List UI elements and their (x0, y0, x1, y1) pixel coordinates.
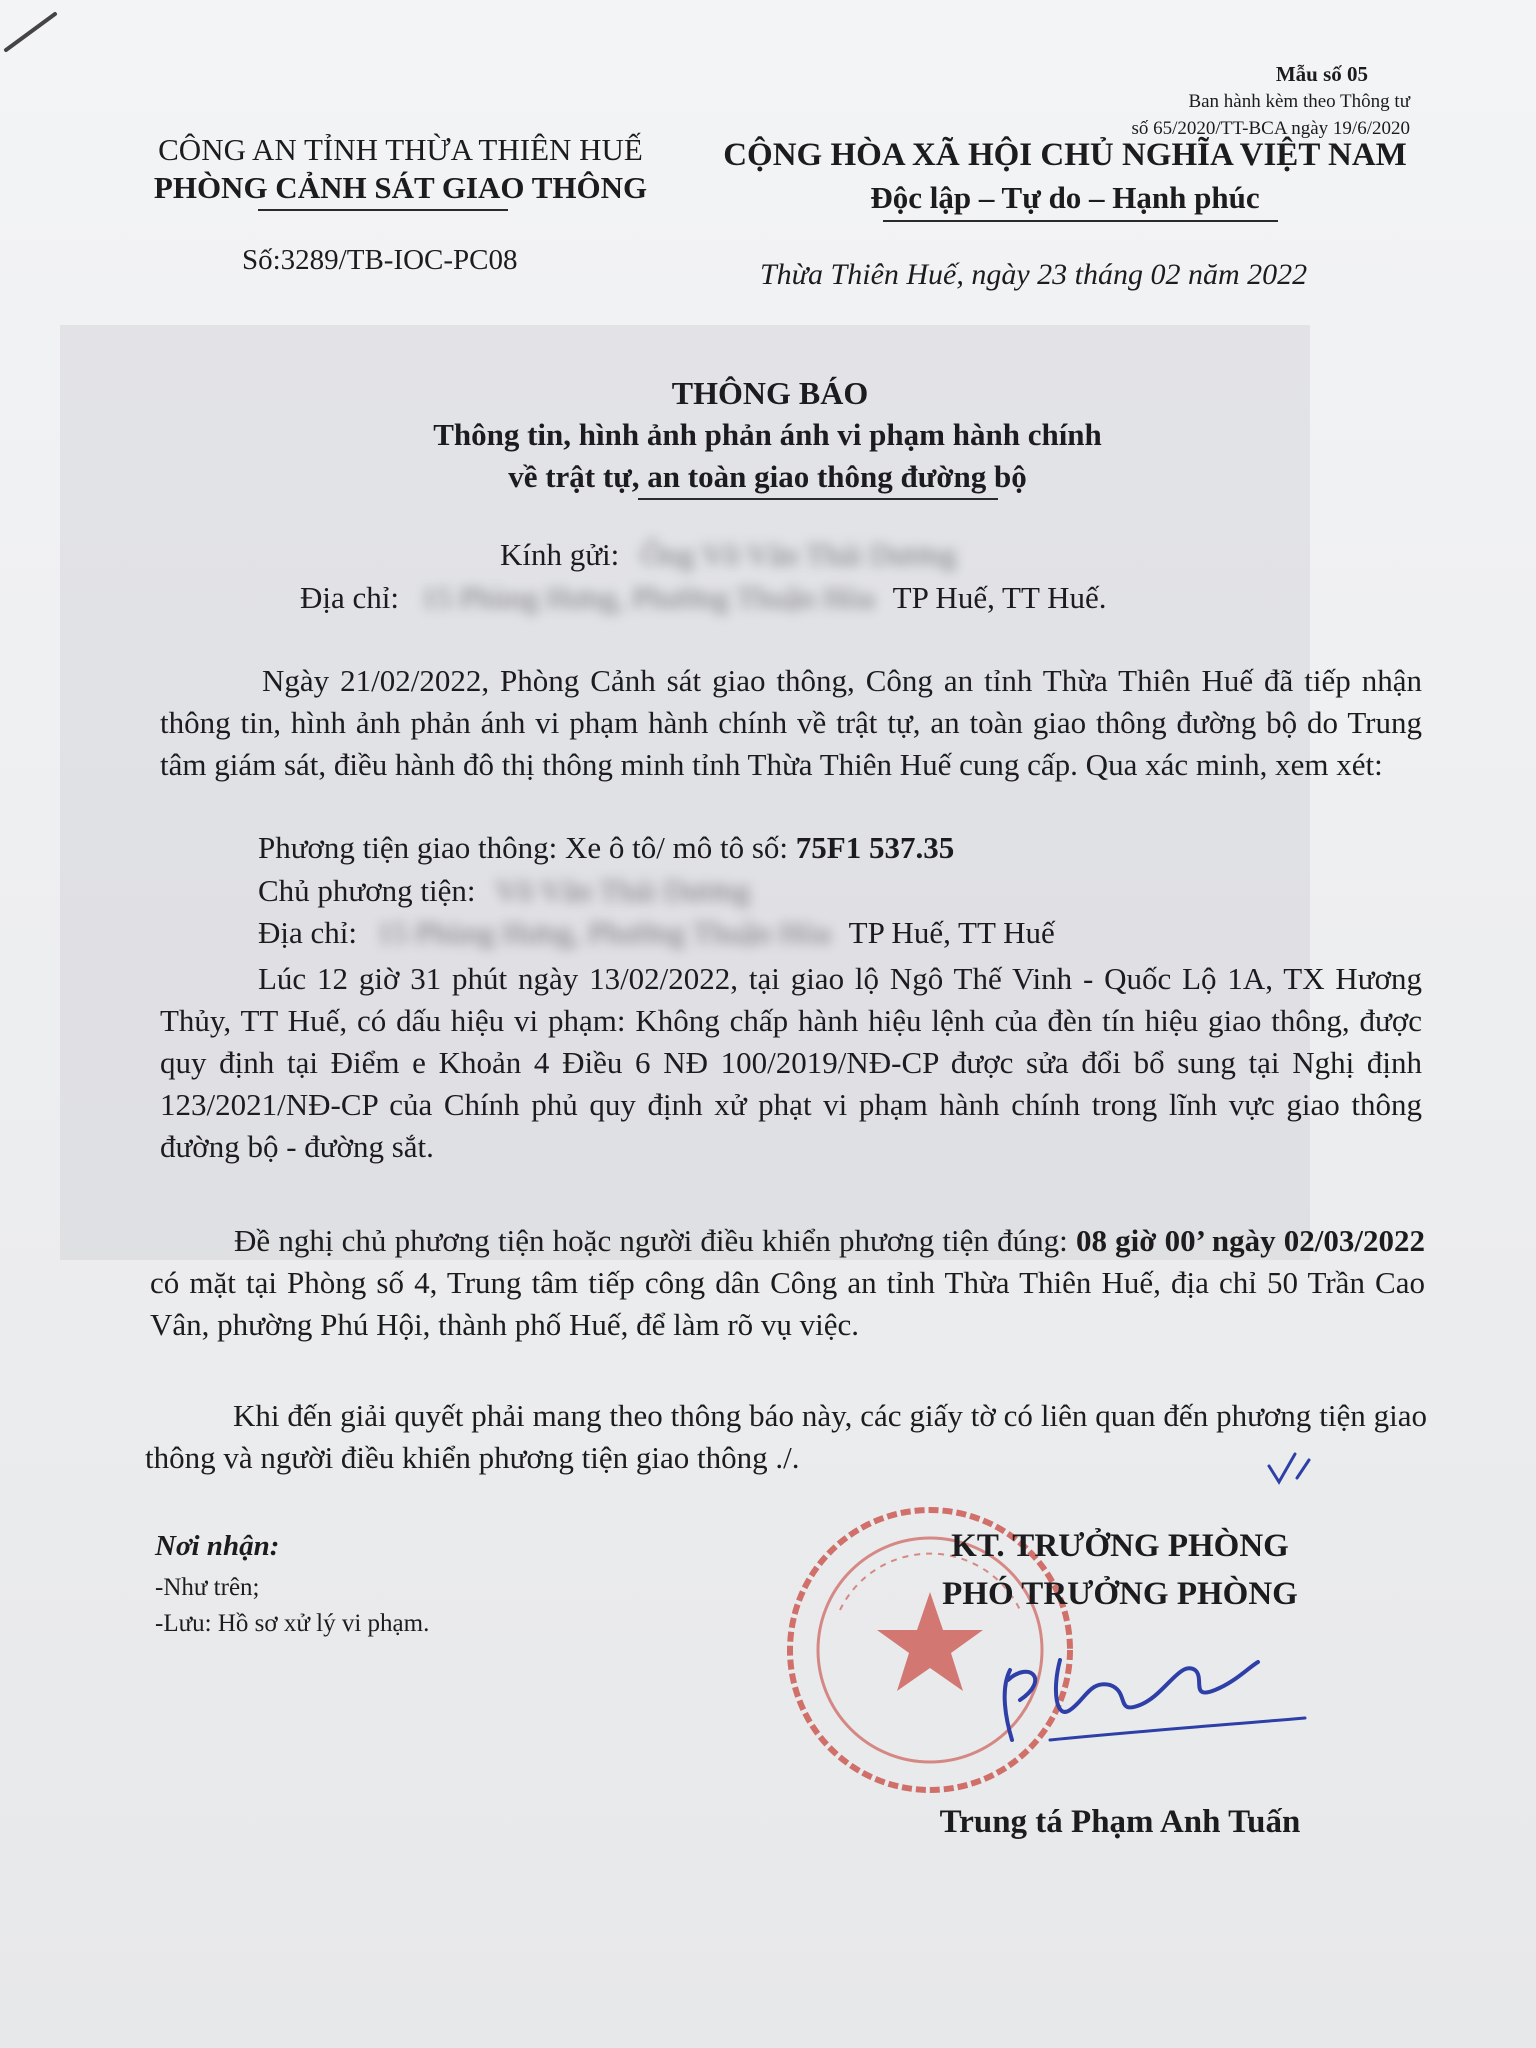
agency-underline (258, 209, 508, 211)
motto-underline (883, 220, 1278, 222)
document-title: THÔNG BÁO (671, 375, 869, 411)
national-motto: CỘNG HÒA XÃ HỘI CHỦ NGHĨA VIỆT NAM (723, 137, 1407, 173)
recipient-item: -Lưu: Hồ sơ xử lý vi phạm. (155, 1610, 430, 1637)
recipient-address-redacted: 15 Phùng Hưng, Phường Thuận Hòa (420, 580, 875, 615)
checkmark-pen-mark (1265, 1448, 1323, 1486)
body-paragraph-1: Ngày 21/02/2022, Phòng Cảnh sát giao thông, Công an tỉnh Thừa Thiên Huế đã tiếp nhận thông tin, hình ảnh phản ánh vi phạm hành chính về trật tự, an toàn giao thông đường bộ do Trung tâm giám sát, điều hành đô thị thông minh tỉnh Thừa Thiên Huế cung cấp. Qua xác minh, xem xét: (160, 663, 1422, 782)
document-subtitle-1: Thông tin, hình ảnh phản ánh vi phạm hành chính (433, 417, 1102, 452)
appointment-time: 08 giờ 00’ ngày 02/03/2022 (1075, 1223, 1425, 1258)
para3-rest: có mặt tại Phòng số 4, Trung tâm tiếp công dân Công an tỉnh Thừa Thiên Huế, địa chỉ 50 Trần Cao Vân, phường Phú Hội, thành phố Huế, để làm rõ vụ việc. (150, 1265, 1425, 1342)
document-subtitle-2: về trật tự, an toàn giao thông đường bộ (508, 459, 1027, 494)
recipient-name-redacted: Ông Võ Văn Thái Dương (641, 537, 957, 572)
signature-title-1: KT. TRƯỞNG PHÒNG (951, 1528, 1289, 1564)
title-underline (638, 498, 998, 500)
para3-prefix: Đề nghị chủ phương tiện hoặc người điều khiển phương tiện đúng: (234, 1223, 1076, 1258)
body-paragraph-3 (150, 1220, 1425, 1346)
recipient-address-city: TP Huế, TT Huế. (892, 580, 1107, 615)
vehicle-row (258, 830, 954, 866)
body-paragraph-4: Khi đến giải quyết phải mang theo thông báo này, các giấy tờ có liên quan đến phương tiện giao thông và người điều khiển phương tiện giao thông ./. (145, 1398, 1427, 1475)
form-circular: số 65/2020/TT-BCA ngày 19/6/2020 (1131, 118, 1410, 139)
agency-parent: CÔNG AN TỈNH THỪA THIÊN HUẾ (158, 132, 643, 167)
recipient-address-row (300, 580, 1106, 616)
owner-address-redacted: 15 Phùng Hưng, Phường Thuận Hòa (376, 915, 831, 950)
owner-label: Chủ phương tiện: (258, 873, 476, 908)
vehicle-plate: 75F1 537.35 (795, 830, 955, 865)
body-paragraph-2: Lúc 12 giờ 31 phút ngày 13/02/2022, tại giao lộ Ngô Thế Vinh - Quốc Lộ 1A, TX Hương Thủy, TT Huế, có dấu hiệu vi phạm: Không chấp hành hiệu lệnh của đèn tín hiệu giao thông, được quy định tại Điểm e Khoản 4 Điều 6 NĐ 100/2019/NĐ-CP được sửa đổi bổ sung tại Nghị định 123/2021/NĐ-CP của Chính phủ quy định xử phạt vi phạm hành chính trong lĩnh vực giao thông đường bộ - đường sắt. (160, 961, 1422, 1164)
recipient-item: -Như trên; (155, 1574, 260, 1601)
document-number: Số:3289/TB-IOC-PC08 (242, 244, 518, 276)
recipient-label: Kính gửi: (500, 537, 620, 572)
place-date: Thừa Thiên Huế, ngày 23 tháng 02 năm 2022 (760, 258, 1308, 291)
owner-address-city: TP Huế, TT Huế (848, 915, 1055, 950)
national-slogan: Độc lập – Tự do – Hạnh phúc (870, 180, 1260, 215)
owner-address-label: Địa chỉ: (258, 915, 357, 950)
vehicle-label: Phương tiện giao thông: Xe ô tô/ mô tô số: (258, 830, 796, 865)
form-issued-with: Ban hành kèm theo Thông tư (1188, 91, 1410, 112)
handwritten-signature (990, 1640, 1320, 1750)
pen-mark-top-left (0, 0, 80, 60)
recipient-address-label: Địa chỉ: (300, 580, 399, 615)
recipient-row (500, 537, 957, 573)
agency-department: PHÒNG CẢNH SÁT GIAO THÔNG (153, 170, 648, 205)
signature-title-2: PHÓ TRƯỞNG PHÒNG (942, 1576, 1298, 1612)
recipients-heading: Nơi nhận: (155, 1530, 280, 1562)
owner-row (258, 873, 750, 909)
signer-name: Trung tá Phạm Anh Tuấn (939, 1804, 1301, 1840)
owner-name-redacted: Võ Văn Thái Dương (495, 873, 751, 908)
form-number: Mẫu số 05 (1275, 62, 1368, 86)
owner-address-row (258, 915, 1055, 951)
